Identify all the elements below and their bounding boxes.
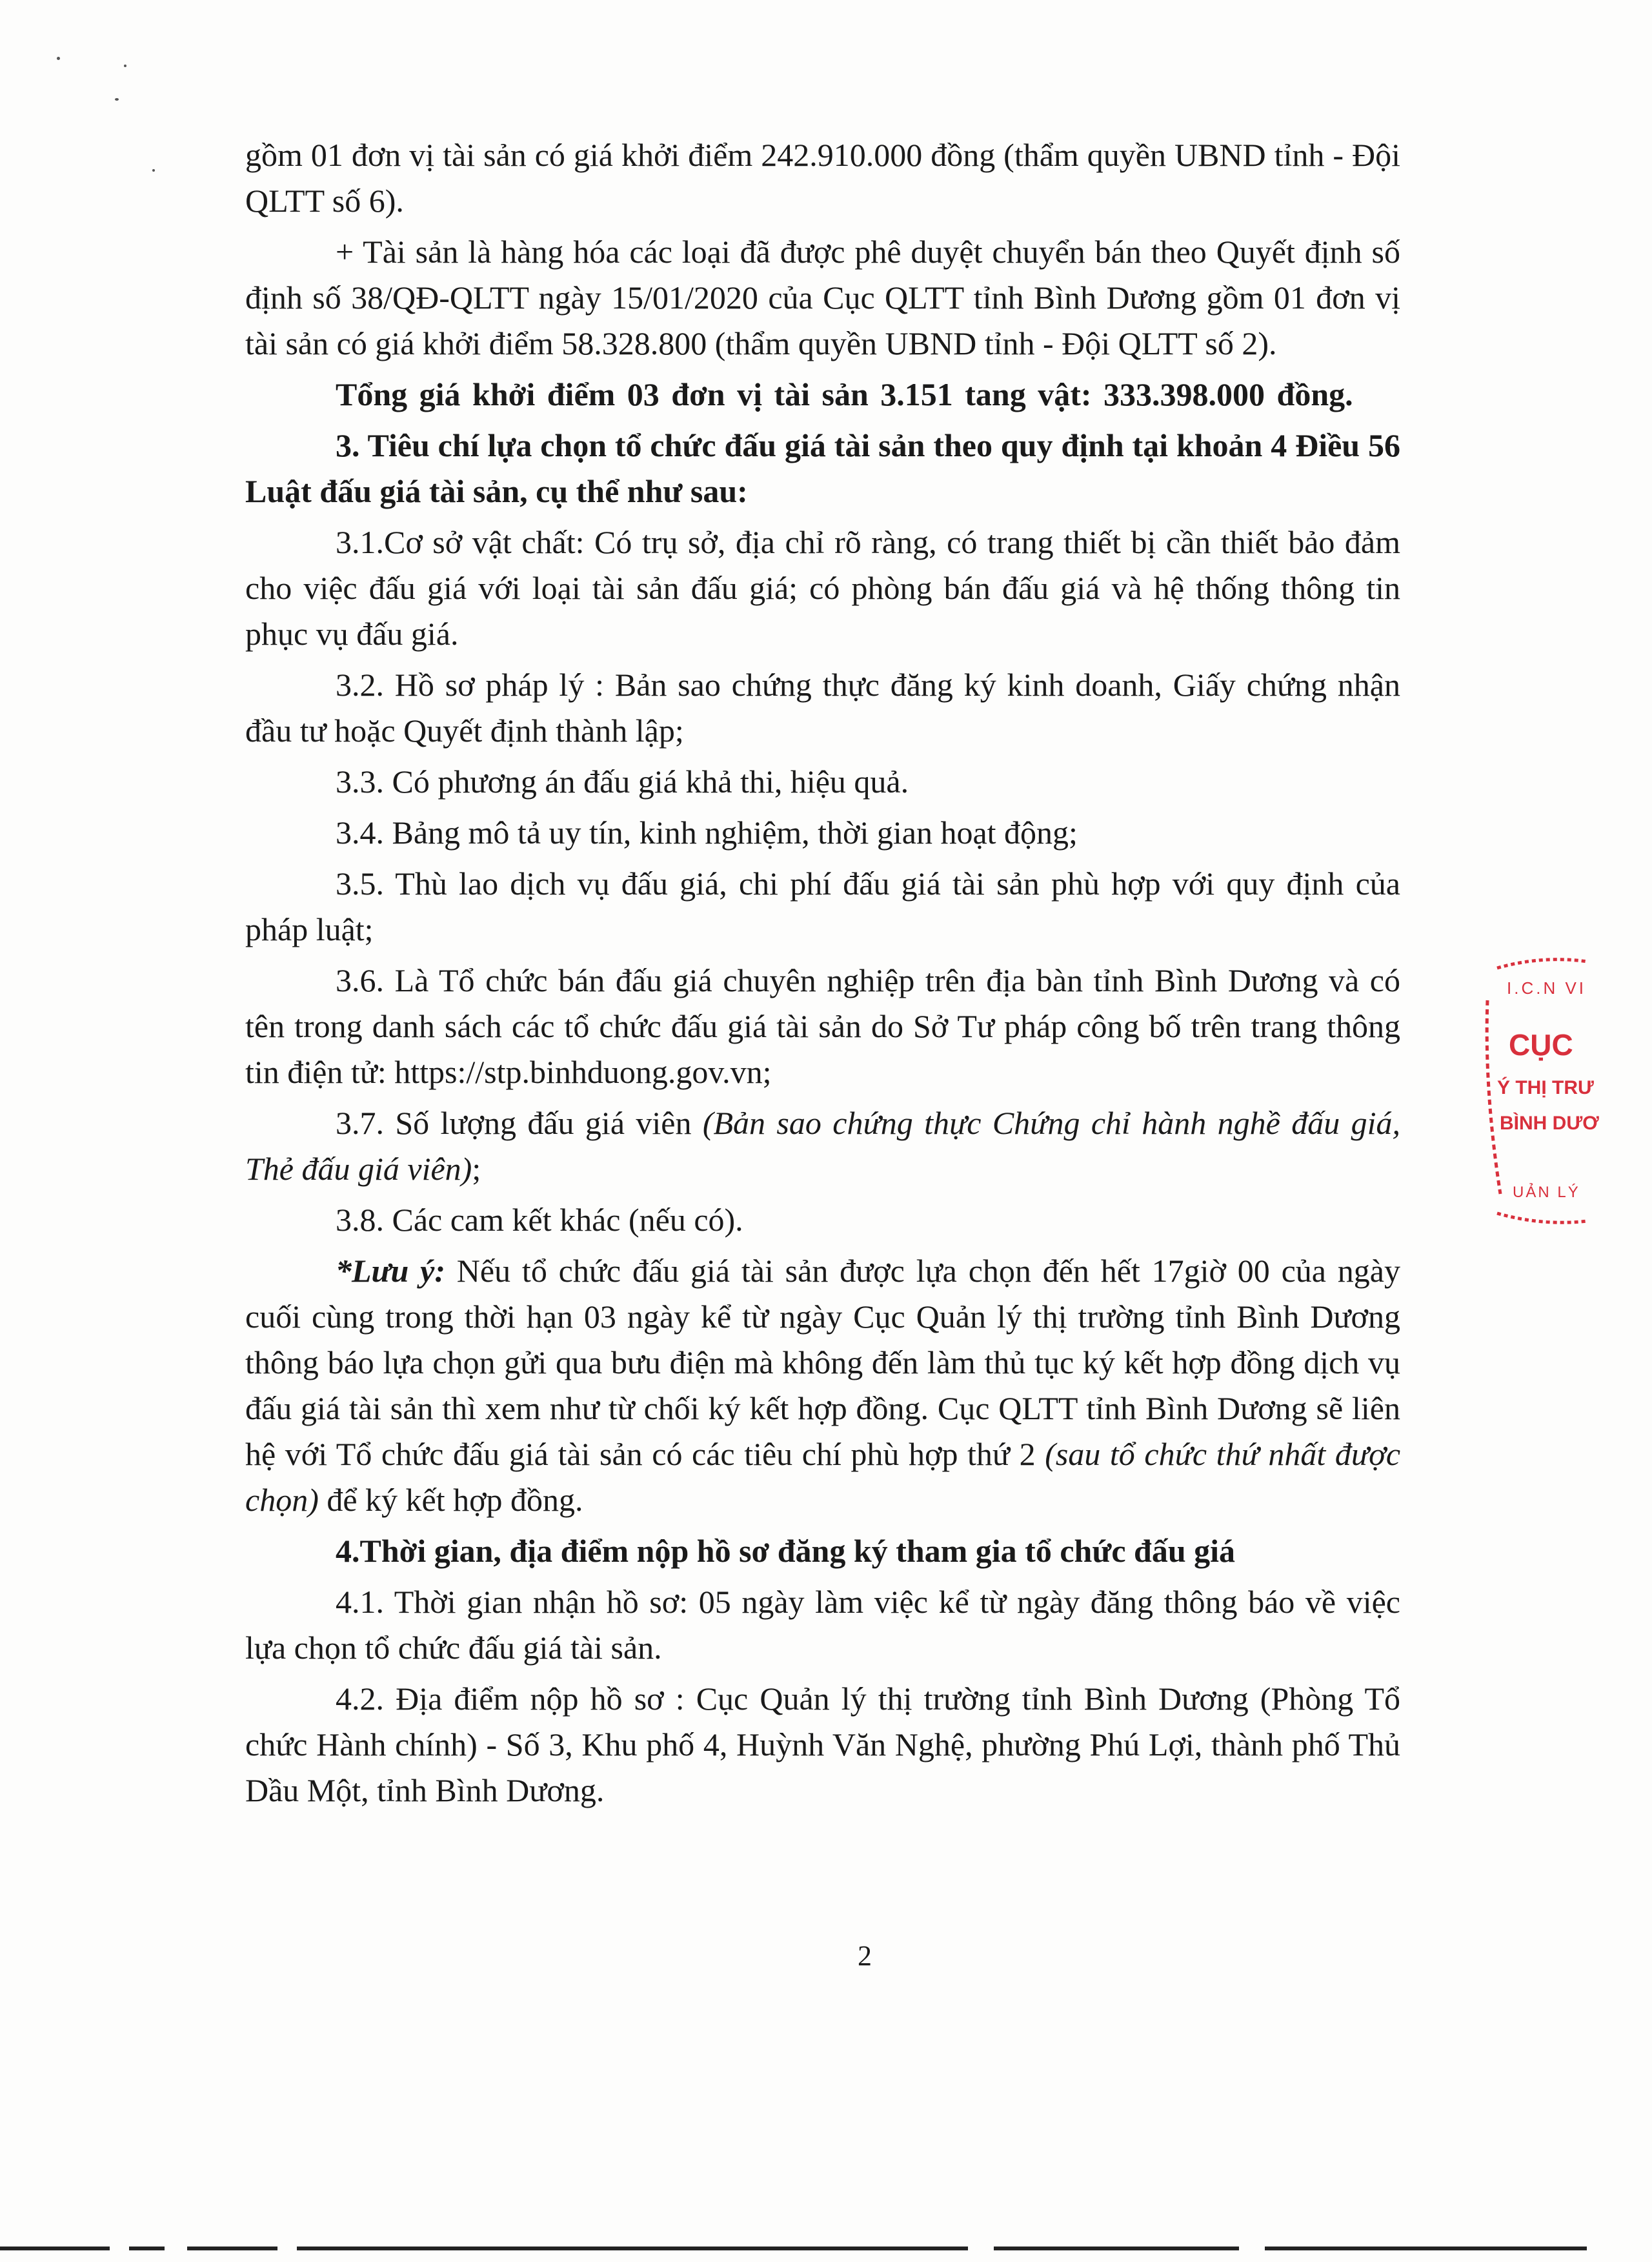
- seal-graphic: [1484, 942, 1599, 1239]
- item-4-1: 4.1. Thời gian nhận hồ sơ: 05 ngày làm việc kể từ ngày đăng thông báo về việc lựa chọn tổ chức đấu giá tài sản.: [245, 1584, 1400, 1666]
- scan-bottom-edge: [0, 2245, 1587, 2252]
- seal-line-2: Ý THỊ TRƯ: [1497, 1077, 1594, 1098]
- scan-speck: [115, 98, 119, 101]
- criterion-3-8: 3.8. Các cam kết khác (nếu có).: [336, 1202, 743, 1238]
- section-3-heading: 3. Tiêu chí lựa chọn tổ chức đấu giá tài sản theo quy định tại khoản 4 Điều 56 Luật đấu giá tài sản, cụ thể như sau:: [245, 427, 1400, 509]
- scan-speck: [152, 169, 155, 172]
- scan-speck: [57, 57, 60, 60]
- page-number: 2: [858, 1940, 872, 1972]
- criterion-3-7-tail: ;: [472, 1151, 481, 1187]
- edge-segment: [1265, 2247, 1587, 2250]
- note-italic: (sau tổ chức thứ nhất được chọn): [245, 1436, 1401, 1518]
- note-paragraph: [245, 1248, 1400, 1523]
- criterion-3-6: 3.6. Là Tổ chức bán đấu giá chuyên nghiệp trên địa bàn tỉnh Bình Dương và có tên trong danh sách các tổ chức đấu giá tài sản do Sở Tư pháp công bố trên trang thông tin điện tử: https://stp.binhduong.gov.vn;: [245, 962, 1400, 1090]
- criterion-3-7: [245, 1100, 1400, 1192]
- item-4-2: 4.2. Địa điểm nộp hồ sơ : Cục Quản lý thị trường tỉnh Bình Dương (Phòng Tổ chức Hành chính) - Số 3, Khu phố 4, Huỳnh Văn Nghệ, phường Phú Lợi, thành phố Thủ Dầu Một, tỉnh Bình Dương.: [245, 1681, 1400, 1808]
- seal-line-1: CỤC: [1509, 1028, 1573, 1062]
- criterion-3-1: 3.1.Cơ sở vật chất: Có trụ sở, địa chỉ rõ ràng, có trang thiết bị cần thiết bảo đảm cho việc đấu giá với loại tài sản đấu giá; có phòng bán đấu giá và hệ thống thông tin phục vụ đấu giá.: [245, 524, 1400, 652]
- section-4-heading: 4.Thời gian, địa điểm nộp hồ sơ đăng ký tham gia tổ chức đấu giá: [336, 1533, 1236, 1569]
- note-text-2: để ký kết hợp đồng.: [318, 1482, 583, 1518]
- seal-bottom-text: UẢN LÝ: [1513, 1184, 1580, 1201]
- edge-segment: [187, 2247, 277, 2250]
- criterion-3-7-italic: (Bản sao chứng thực Chứng chỉ hành nghề đấu giá, Thẻ đấu giá viên): [245, 1105, 1400, 1187]
- seal-outer-ring-bottom: [1497, 1213, 1587, 1222]
- criterion-3-5: 3.5. Thù lao dịch vụ đấu giá, chi phí đấu giá tài sản phù hợp với quy định của pháp luật;: [245, 865, 1400, 947]
- paragraph-total-price: Tổng giá khởi điểm 03 đơn vị tài sản 3.151 tang vật: 333.398.000 đồng.: [336, 376, 1353, 412]
- scan-speck: [124, 65, 126, 67]
- seal-outer-ring-top: [1497, 960, 1587, 968]
- edge-segment: [0, 2247, 110, 2250]
- criterion-3-4: 3.4. Bảng mô tả uy tín, kinh nghiệm, thời gian hoạt động;: [336, 814, 1078, 851]
- seal-line-3: BÌNH DƯƠ: [1500, 1113, 1599, 1134]
- red-seal-stamp: [1484, 942, 1652, 1239]
- paragraph-asset-goods: + Tài sản là hàng hóa các loại đã được phê duyệt chuyển bán theo Quyết định số định số 38/QĐ-QLTT ngày 15/01/2020 của Cục QLTT tỉnh Bình Dương gồm 01 đơn vị tài sản có giá khởi điểm 58.328.800 (thẩm quyền UBND tỉnh - Đội QLTT số 2).: [245, 234, 1400, 361]
- edge-segment: [129, 2247, 165, 2250]
- note-label: *Lưu ý:: [336, 1253, 445, 1289]
- paragraph-asset-1-continuation: gồm 01 đơn vị tài sản có giá khởi điểm 242.910.000 đồng (thẩm quyền UBND tỉnh - Đội QLTT số 6).: [245, 137, 1400, 219]
- criterion-3-3: 3.3. Có phương án đấu giá khả thi, hiệu quả.: [336, 763, 909, 800]
- criterion-3-2: 3.2. Hồ sơ pháp lý : Bản sao chứng thực đăng ký kinh doanh, Giấy chứng nhận đầu tư hoặc Quyết định thành lập;: [245, 667, 1400, 749]
- edge-segment: [994, 2247, 1239, 2250]
- edge-segment: [297, 2247, 968, 2250]
- seal-top-text: I.C.N VI: [1507, 978, 1587, 998]
- criterion-3-7-lead: 3.7. Số lượng đấu giá viên: [336, 1105, 703, 1141]
- note-text-1: Nếu tổ chức đấu giá tài sản được lựa chọn đến hết 17giờ 00 của ngày cuối cùng trong thời hạn 03 ngày kể từ ngày Cục Quản lý thị trường tỉnh Bình Dương thông báo lựa chọn gửi qua bưu điện mà không đến làm thủ tục ký kết hợp đồng dịch vụ đấu giá tài sản thì xem như từ chối ký kết hợp đồng. Cục QLTT tỉnh Bình Dương sẽ liên hệ với Tổ chức đấu giá tài sản có các tiêu chí phù hợp thứ 2: [245, 1253, 1401, 1472]
- document-body: [245, 132, 1400, 1819]
